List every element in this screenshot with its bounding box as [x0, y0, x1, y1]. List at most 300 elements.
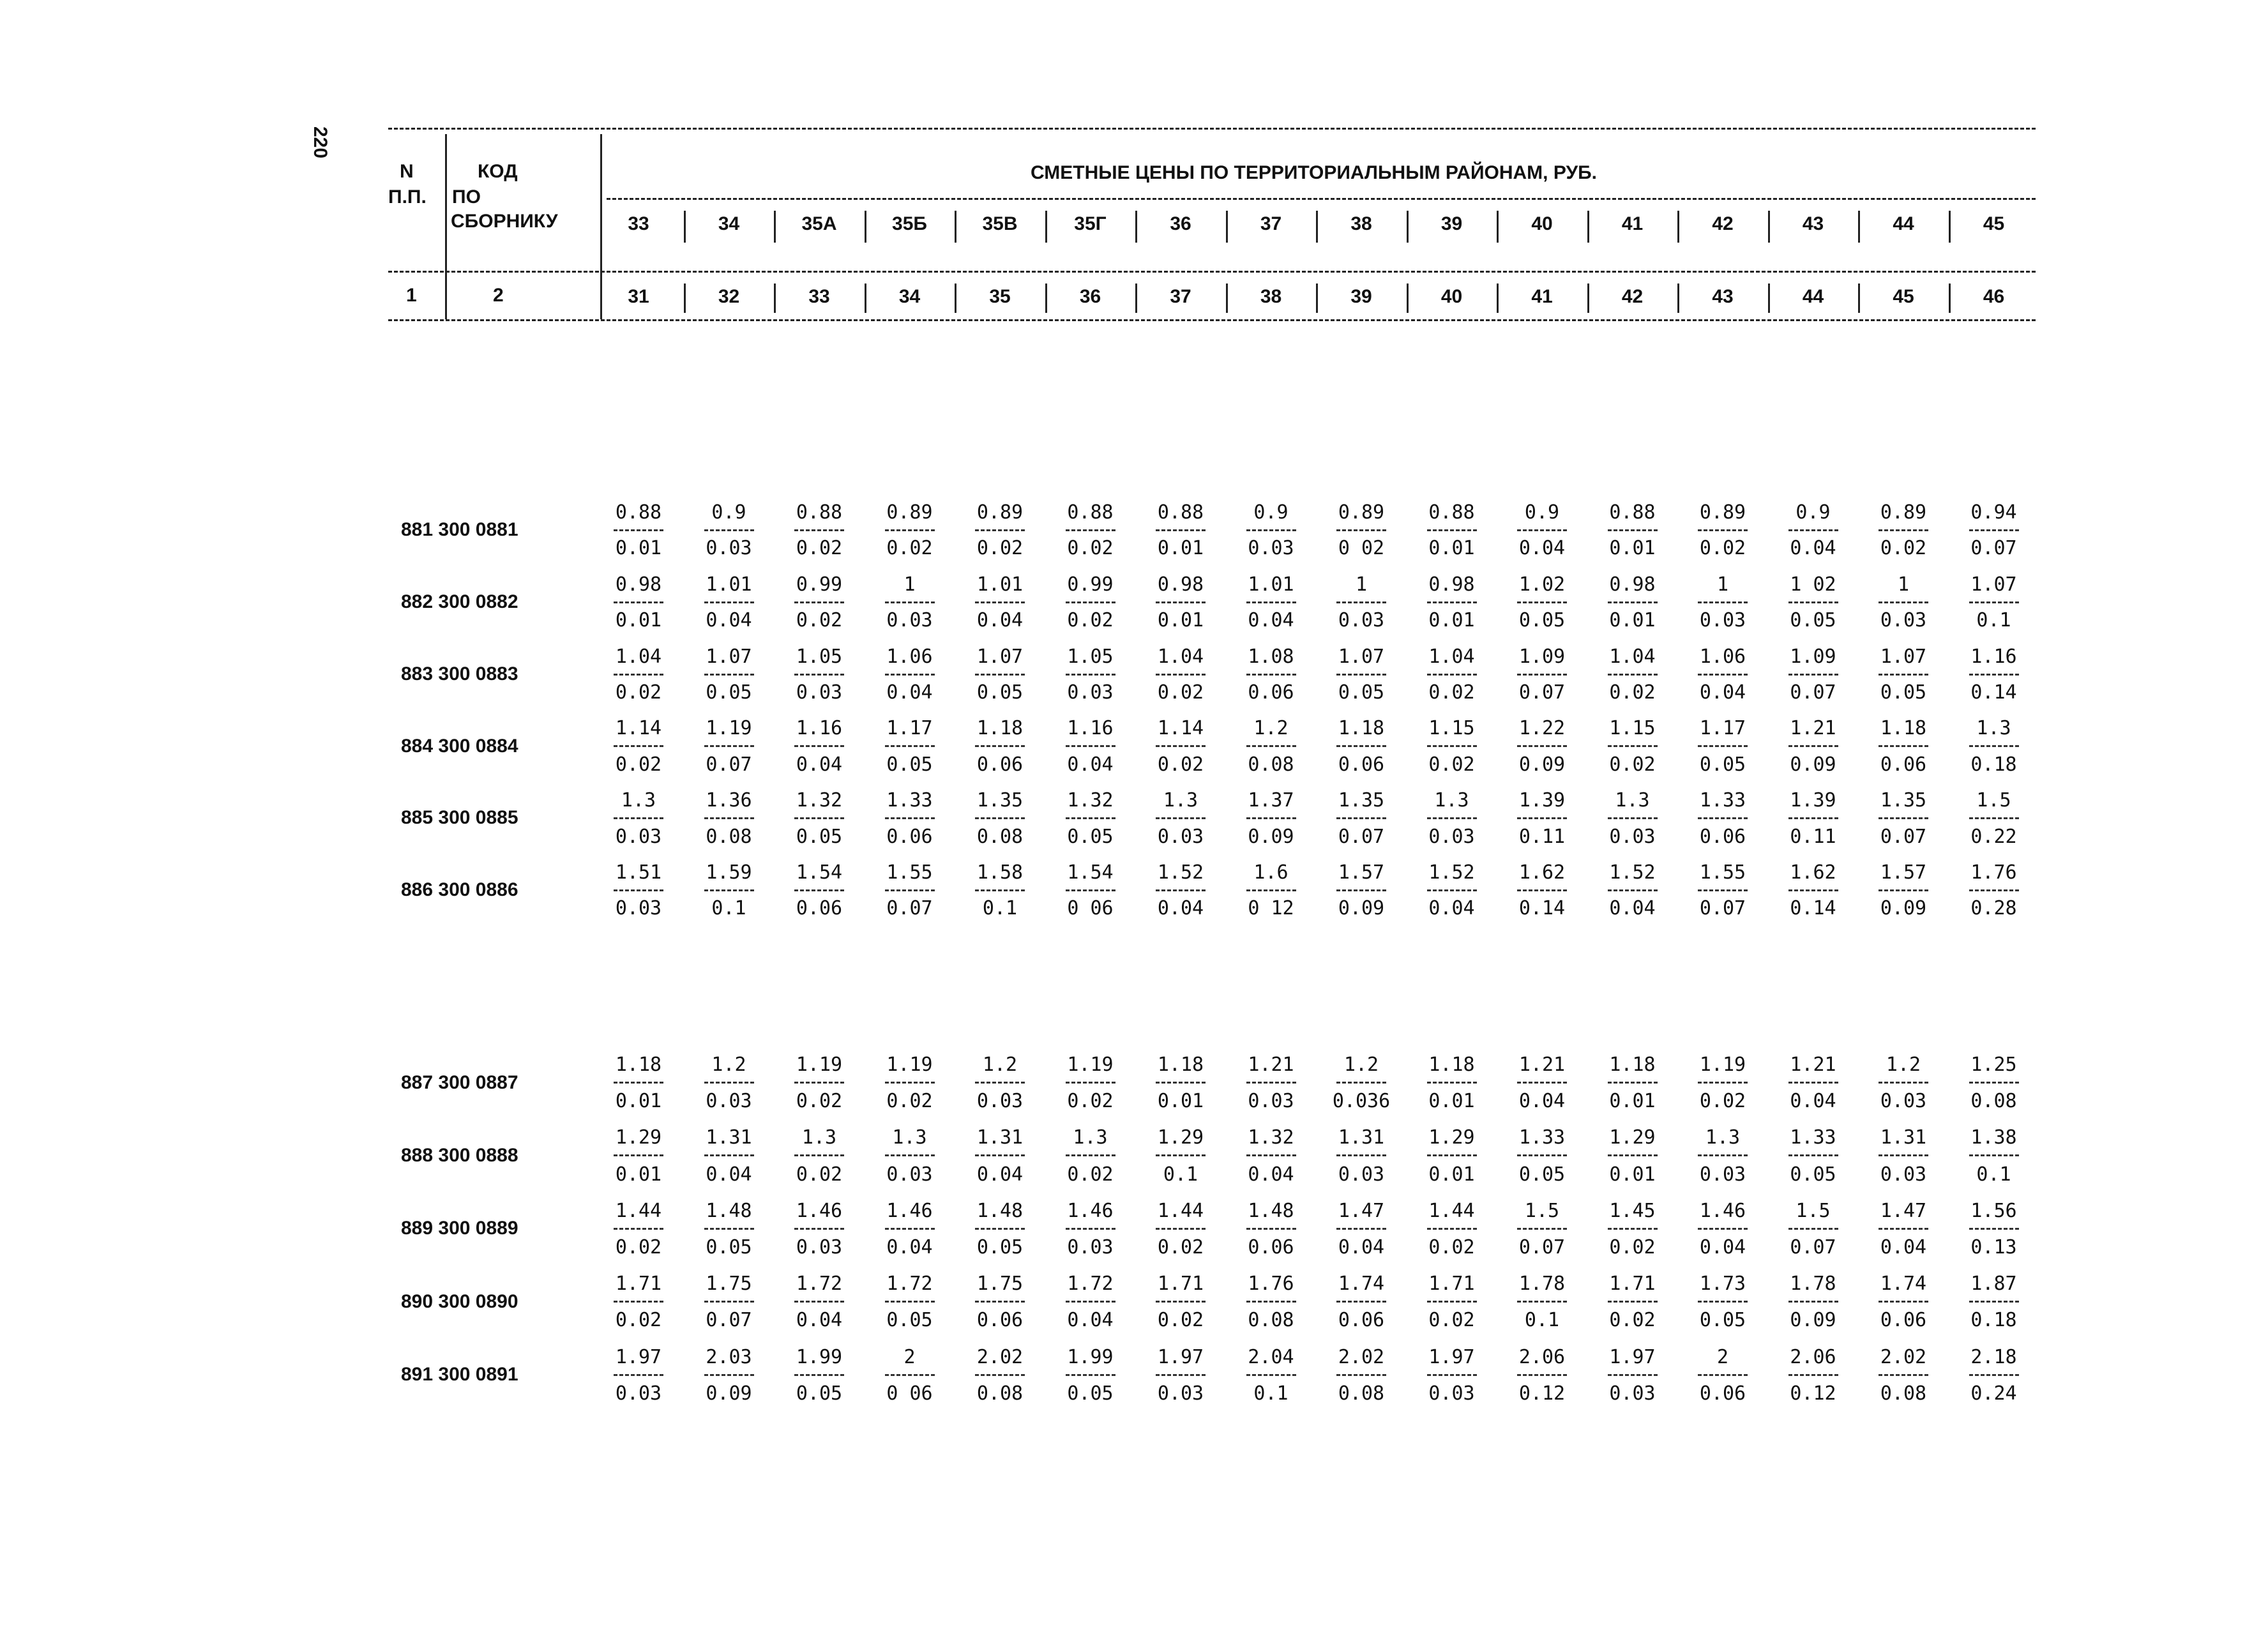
fraction-bar	[1066, 1154, 1115, 1156]
fraction-bar	[1698, 529, 1748, 531]
row-code: 883 300 0883	[401, 663, 518, 684]
fraction-bar	[1336, 601, 1386, 603]
price-value: 1.19	[796, 1054, 843, 1076]
price-value: 0.02	[1428, 1309, 1475, 1332]
fraction-bar	[1246, 1082, 1296, 1084]
price-value: 0.06	[1338, 753, 1385, 776]
fraction-bar	[1698, 1082, 1748, 1084]
fraction-bar	[1608, 745, 1658, 747]
price-value: 2.02	[1880, 1345, 1927, 1368]
column-divider	[1226, 211, 1228, 243]
price-value: 1.56	[1970, 1199, 2017, 1222]
fraction-bar	[885, 1154, 935, 1156]
fraction-bar	[1608, 1374, 1658, 1376]
fraction-bar	[1698, 817, 1748, 819]
price-value: 0.05	[1880, 681, 1927, 704]
price-value: 1.19	[1067, 1054, 1114, 1076]
price-value: 1.97	[1157, 1345, 1204, 1368]
price-value: 0.02	[615, 1309, 662, 1332]
price-value: 0.02	[615, 753, 662, 776]
price-value: 0.02	[1067, 609, 1114, 632]
column-divider	[1587, 211, 1589, 243]
column-index: 37	[1170, 286, 1191, 307]
price-value: 1.75	[976, 1273, 1024, 1296]
price-value: 0.02	[1067, 1090, 1114, 1113]
fraction-bar	[1517, 745, 1567, 747]
price-value: 0 12	[1248, 897, 1294, 920]
price-value: 0.04	[1699, 1236, 1746, 1258]
price-value: 1.44	[1157, 1199, 1204, 1222]
price-value: 0.04	[706, 609, 752, 632]
price-value: 1	[1897, 573, 1910, 596]
price-value: 1.48	[706, 1199, 752, 1222]
price-value: 1.46	[1067, 1199, 1114, 1222]
price-value: 0.98	[1157, 573, 1204, 596]
price-value: 0.94	[1970, 501, 2017, 524]
price-value: 0.02	[796, 537, 843, 560]
district-code: 35А	[801, 213, 837, 234]
price-value: 0.02	[1609, 681, 1656, 704]
header-mid-rule	[607, 198, 2036, 200]
price-value: 0.03	[886, 1163, 933, 1186]
price-value: 0.89	[886, 501, 933, 524]
fraction-bar	[614, 1154, 663, 1156]
price-value: 1.16	[1970, 645, 2017, 668]
price-value: 1.3	[621, 789, 656, 812]
price-value: 0.07	[1790, 681, 1836, 704]
column-index: 36	[1079, 286, 1101, 307]
price-value: 1.99	[796, 1345, 843, 1368]
fraction-bar	[794, 889, 844, 891]
fraction-bar	[1879, 674, 1928, 676]
price-value: 1.35	[1338, 789, 1385, 812]
fraction-bar	[1969, 1154, 2019, 1156]
price-value: 1.74	[1880, 1273, 1927, 1296]
fraction-bar	[885, 1374, 935, 1376]
fraction-bar	[1608, 674, 1658, 676]
price-value: 1.74	[1338, 1273, 1385, 1296]
price-value: 1.07	[1338, 645, 1385, 668]
fraction-bar	[1336, 674, 1386, 676]
fraction-bar	[704, 1374, 754, 1376]
price-value: 0.02	[1067, 1163, 1114, 1186]
price-value: 0.04	[1518, 537, 1566, 560]
price-value: 1.32	[796, 789, 843, 812]
price-value: 1.21	[1790, 1054, 1836, 1076]
fraction-bar	[704, 1228, 754, 1230]
price-value: 0.89	[1880, 501, 1927, 524]
price-value: 1.14	[615, 717, 662, 740]
price-value: 1.33	[886, 789, 933, 812]
district-code: 35Г	[1074, 213, 1107, 234]
fraction-bar	[1336, 889, 1386, 891]
district-code: 39	[1440, 213, 1463, 234]
price-value: 1	[1355, 573, 1368, 596]
price-value: 0.04	[886, 1236, 933, 1258]
price-value: 1.99	[1067, 1345, 1114, 1368]
column-divider	[1226, 283, 1228, 313]
price-value: 0.06	[1248, 681, 1294, 704]
header-po: ПО	[452, 186, 481, 208]
price-value: 1.01	[976, 573, 1024, 596]
header-sborniku: СБОРНИКУ	[451, 211, 558, 232]
price-value: 0.04	[1428, 897, 1475, 920]
price-value: 0.01	[1428, 609, 1475, 632]
price-value: 1.5	[1524, 1199, 1560, 1222]
price-value: 0 06	[886, 1382, 933, 1405]
price-value: 0.9	[1524, 501, 1560, 524]
price-value: 1.5	[1976, 789, 2011, 812]
fraction-bar	[1246, 1301, 1296, 1303]
fraction-bar	[1246, 674, 1296, 676]
fraction-bar	[1427, 1301, 1477, 1303]
price-value: 1.37	[1248, 789, 1294, 812]
price-value: 1.2	[711, 1054, 746, 1076]
fraction-bar	[1969, 1374, 2019, 1376]
fraction-bar	[1969, 817, 2019, 819]
fraction-bar	[1788, 1374, 1838, 1376]
price-value: 1.62	[1518, 861, 1566, 884]
fraction-bar	[975, 1154, 1025, 1156]
fraction-bar	[1427, 1154, 1477, 1156]
price-value: 1.6	[1253, 861, 1289, 884]
price-value: 1.3	[1073, 1126, 1108, 1149]
price-value: 0.02	[886, 1090, 933, 1113]
price-value: 1.29	[1157, 1126, 1204, 1149]
fraction-bar	[614, 601, 663, 603]
price-value: 0.98	[1428, 573, 1475, 596]
price-value: 1.18	[1428, 1054, 1475, 1076]
fraction-bar	[1336, 1374, 1386, 1376]
price-value: 0.04	[1790, 1090, 1836, 1113]
price-value: 1.31	[1880, 1126, 1927, 1149]
fraction-bar	[614, 529, 663, 531]
fraction-bar	[1879, 889, 1928, 891]
price-value: 0.02	[1699, 537, 1746, 560]
price-value: 1.29	[1609, 1126, 1656, 1149]
price-value: 1.71	[1609, 1273, 1656, 1296]
price-value: 0.02	[1609, 1309, 1656, 1332]
column-divider	[1858, 283, 1860, 313]
price-value: 0.03	[796, 1236, 843, 1258]
header-kod: КОД	[478, 161, 518, 182]
district-code: 44	[1893, 213, 1914, 234]
column-divider	[1677, 211, 1679, 243]
fraction-bar	[1788, 674, 1838, 676]
price-value: 0.03	[1880, 1090, 1927, 1113]
price-value: 0.28	[1970, 897, 2017, 920]
price-value: 0.98	[1609, 573, 1656, 596]
fraction-bar	[885, 1301, 935, 1303]
fraction-bar	[975, 817, 1025, 819]
fraction-bar	[975, 889, 1025, 891]
fraction-bar	[975, 674, 1025, 676]
price-value: 1.97	[615, 1345, 662, 1368]
fraction-bar	[1517, 1082, 1567, 1084]
price-value: 0.01	[615, 1163, 662, 1186]
price-value: 0.22	[1970, 825, 2017, 848]
price-value: 1.44	[615, 1199, 662, 1222]
price-value: 1.19	[1699, 1054, 1746, 1076]
price-value: 0.03	[1428, 825, 1475, 848]
price-value: 1.46	[796, 1199, 843, 1222]
price-value: 0.03	[615, 897, 662, 920]
price-value: 1.18	[1609, 1054, 1656, 1076]
fraction-bar	[885, 1228, 935, 1230]
fraction-bar	[1517, 1374, 1567, 1376]
price-value: 1.45	[1609, 1199, 1656, 1222]
district-code: 35Б	[892, 213, 927, 234]
column-divider	[1316, 211, 1318, 243]
price-value: 1.05	[796, 645, 843, 668]
price-value: 0.03	[1067, 681, 1114, 704]
price-value: 1.57	[1338, 861, 1385, 884]
price-value: 1.06	[886, 645, 933, 668]
price-value: 0.02	[615, 1236, 662, 1258]
fraction-bar	[794, 1154, 844, 1156]
price-value: 0.05	[1699, 753, 1746, 776]
column-divider	[1949, 211, 1951, 243]
price-value: 0.05	[796, 1382, 843, 1405]
fraction-bar	[1246, 1228, 1296, 1230]
fraction-bar	[1066, 1228, 1115, 1230]
column-index: 44	[1802, 286, 1824, 307]
fraction-bar	[1066, 817, 1115, 819]
fraction-bar	[1066, 529, 1115, 531]
column-divider	[1135, 283, 1137, 313]
price-value: 1.18	[615, 1054, 662, 1076]
price-value: 0.03	[1248, 1090, 1294, 1113]
price-value: 0.01	[1157, 609, 1204, 632]
price-value: 0.24	[1970, 1382, 2017, 1405]
fraction-bar	[1246, 529, 1296, 531]
price-value: 0.99	[796, 573, 843, 596]
price-value: 1.33	[1790, 1126, 1836, 1149]
row-code: 888 300 0888	[401, 1145, 518, 1166]
fraction-bar	[1698, 1374, 1748, 1376]
column-index: 46	[1983, 286, 2005, 307]
price-value: 0.07	[1518, 1236, 1566, 1258]
price-value: 0.04	[1248, 609, 1294, 632]
column-divider	[955, 211, 956, 243]
price-value: 1.39	[1518, 789, 1566, 812]
column-divider	[1497, 211, 1499, 243]
price-value: 1.07	[706, 645, 752, 668]
price-value: 0.05	[976, 681, 1024, 704]
price-value: 2	[1716, 1345, 1729, 1368]
price-value: 0.1	[1976, 1163, 2011, 1186]
fraction-bar	[1788, 745, 1838, 747]
price-value: 0.01	[1428, 1090, 1475, 1113]
price-value: 0.01	[1157, 537, 1204, 560]
price-value: 0.09	[1338, 897, 1385, 920]
price-value: 0.02	[1157, 753, 1204, 776]
price-value: 0.08	[976, 1382, 1024, 1405]
price-value: 0.02	[1699, 1090, 1746, 1113]
price-value: 1.38	[1970, 1126, 2017, 1149]
price-value: 0.89	[1338, 501, 1385, 524]
price-value: 1.3	[1163, 789, 1198, 812]
fraction-bar	[975, 1374, 1025, 1376]
row-code: 882 300 0882	[401, 591, 518, 612]
price-value: 0.11	[1790, 825, 1836, 848]
price-value: 0.88	[1157, 501, 1204, 524]
fraction-bar	[1336, 745, 1386, 747]
fraction-bar	[885, 601, 935, 603]
price-value: 0.01	[1609, 1090, 1656, 1113]
page-number: 220	[310, 126, 331, 159]
fraction-bar	[1517, 529, 1567, 531]
price-value: 1.33	[1699, 789, 1746, 812]
price-value: 0.07	[706, 753, 752, 776]
price-value: 0.03	[615, 825, 662, 848]
fraction-bar	[1788, 1228, 1838, 1230]
price-value: 0.09	[1518, 753, 1566, 776]
fraction-bar	[1608, 1301, 1658, 1303]
price-value: 0.07	[886, 897, 933, 920]
price-value: 1.15	[1428, 717, 1475, 740]
fraction-bar	[1336, 1082, 1386, 1084]
price-value: 0.03	[1699, 609, 1746, 632]
price-value: 1.19	[706, 717, 752, 740]
fraction-bar	[1336, 529, 1386, 531]
row-code: 881 300 0881	[401, 519, 518, 541]
price-value: 0.04	[706, 1163, 752, 1186]
price-value: 1.72	[1067, 1273, 1114, 1296]
column-divider	[865, 211, 866, 243]
fraction-bar	[1246, 1154, 1296, 1156]
fraction-bar	[1517, 817, 1567, 819]
fraction-bar	[1517, 1301, 1567, 1303]
price-value: 0.08	[1970, 1090, 2017, 1113]
column-index: 41	[1531, 286, 1553, 307]
price-value: 1.21	[1248, 1054, 1294, 1076]
fraction-bar	[1879, 1301, 1928, 1303]
price-value: 2.03	[706, 1345, 752, 1368]
price-value: 0.06	[1880, 1309, 1927, 1332]
fraction-bar	[794, 529, 844, 531]
district-code: 45	[1983, 213, 2005, 234]
price-value: 0.11	[1518, 825, 1566, 848]
price-value: 1.04	[1157, 645, 1204, 668]
column-index: 45	[1893, 286, 1914, 307]
price-value: 1.48	[1248, 1199, 1294, 1222]
row-code: 885 300 0885	[401, 807, 518, 829]
fraction-bar	[1517, 1154, 1567, 1156]
fraction-bar	[794, 817, 844, 819]
price-value: 1.46	[886, 1199, 933, 1222]
fraction-bar	[794, 1228, 844, 1230]
fraction-bar	[1156, 817, 1206, 819]
price-value: 0.9	[1796, 501, 1831, 524]
price-value: 0.04	[1518, 1090, 1566, 1113]
fraction-bar	[1879, 601, 1928, 603]
fraction-bar	[614, 817, 663, 819]
price-value: 0.05	[1338, 681, 1385, 704]
price-value: 1.52	[1428, 861, 1475, 884]
price-value: 0.02	[796, 609, 843, 632]
fraction-bar	[704, 1154, 754, 1156]
price-value: 0.03	[976, 1090, 1024, 1113]
price-value: 1.08	[1248, 645, 1294, 668]
fraction-bar	[614, 1082, 663, 1084]
price-value: 1.72	[886, 1273, 933, 1296]
price-value: 0.12	[1518, 1382, 1566, 1405]
fraction-bar	[1788, 817, 1838, 819]
price-value: 0.03	[615, 1382, 662, 1405]
row-code: 886 300 0886	[401, 879, 518, 901]
price-value: 0.03	[1699, 1163, 1746, 1186]
price-value: 1.78	[1518, 1273, 1566, 1296]
price-value: 0.06	[796, 897, 843, 920]
price-value: 0.05	[976, 1236, 1024, 1258]
price-value: 0.04	[976, 1163, 1024, 1186]
price-value: 0.1	[1253, 1382, 1289, 1405]
price-value: 0.08	[1338, 1382, 1385, 1405]
price-value: 1.35	[976, 789, 1024, 812]
price-value: 1.71	[1428, 1273, 1475, 1296]
fraction-bar	[1608, 817, 1658, 819]
price-value: 0.13	[1970, 1236, 2017, 1258]
fraction-bar	[1969, 674, 2019, 676]
fraction-bar	[1698, 889, 1748, 891]
fraction-bar	[885, 745, 935, 747]
price-value: 0.05	[1699, 1309, 1746, 1332]
price-value: 0.14	[1970, 681, 2017, 704]
fraction-bar	[704, 745, 754, 747]
column-divider	[1316, 283, 1318, 313]
price-value: 2.18	[1970, 1345, 2017, 1368]
fraction-bar	[1969, 1301, 2019, 1303]
price-value: 1.3	[1434, 789, 1469, 812]
price-value: 0.06	[1338, 1309, 1385, 1332]
fraction-bar	[1156, 889, 1206, 891]
column-divider	[1045, 211, 1047, 243]
row-code: 887 300 0887	[401, 1071, 518, 1093]
fraction-bar	[794, 1301, 844, 1303]
fraction-bar	[1427, 529, 1477, 531]
fraction-bar	[1336, 1301, 1386, 1303]
fraction-bar	[1788, 1082, 1838, 1084]
price-value: 1.58	[976, 861, 1024, 884]
price-value: 0 06	[1067, 897, 1114, 920]
fraction-bar	[975, 745, 1025, 747]
price-value: 1 02	[1790, 573, 1836, 596]
price-value: 0.02	[796, 1163, 843, 1186]
price-value: 0.1	[1976, 609, 2011, 632]
price-value: 1.54	[796, 861, 843, 884]
fraction-bar	[704, 817, 754, 819]
header-divider	[600, 134, 602, 319]
fraction-bar	[1066, 745, 1115, 747]
price-value: 1.48	[976, 1199, 1024, 1222]
fraction-bar	[1608, 601, 1658, 603]
price-value: 0.88	[796, 501, 843, 524]
fraction-bar	[1879, 1082, 1928, 1084]
price-value: 0.02	[796, 1090, 843, 1113]
fraction-bar	[885, 889, 935, 891]
column-divider	[1768, 211, 1770, 243]
price-value: 0.05	[886, 753, 933, 776]
price-value: 1.52	[1157, 861, 1204, 884]
price-value: 0.14	[1790, 897, 1836, 920]
price-value: 0.04	[1067, 753, 1114, 776]
price-value: 0.04	[1067, 1309, 1114, 1332]
fraction-bar	[1969, 529, 2019, 531]
fraction-bar	[1156, 745, 1206, 747]
price-value: 0.04	[1248, 1163, 1294, 1186]
column-divider	[684, 211, 686, 243]
